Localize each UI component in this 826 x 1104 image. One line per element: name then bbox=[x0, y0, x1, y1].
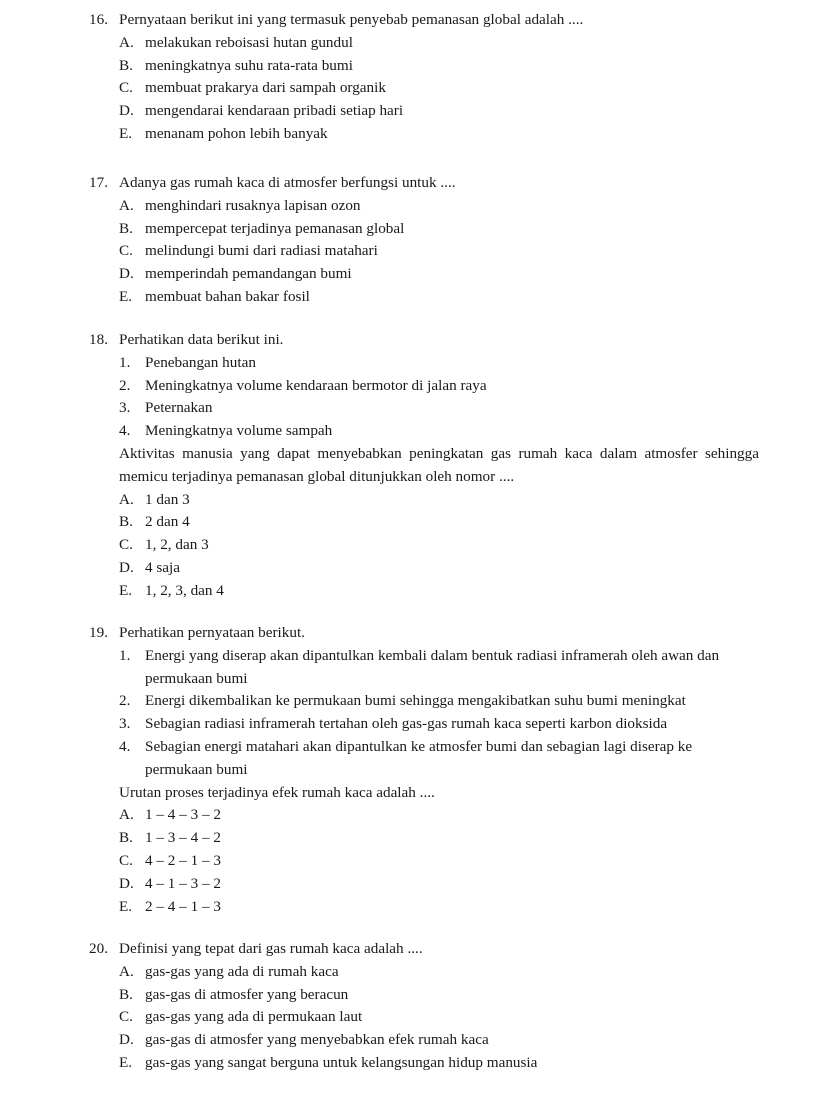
question-text: Definisi yang tepat dari gas rumah kaca adalah .... bbox=[119, 940, 423, 957]
option-e[interactable]: E. gas-gas yang sangat berguna untuk kelangsungan hidup manusia bbox=[119, 1053, 538, 1071]
question-text: Perhatikan data berikut ini. bbox=[119, 331, 284, 348]
question-16 bbox=[0, 9, 826, 146]
question-text: Pernyataan berikut ini yang termasuk penyebab pemanasan global adalah .... bbox=[119, 11, 584, 28]
option-d[interactable]: D. memperindah pemandangan bumi bbox=[119, 265, 352, 283]
option-d[interactable]: D. gas-gas di atmosfer yang menyebabkan efek rumah kaca bbox=[119, 1031, 489, 1049]
question-number: 19. bbox=[89, 624, 108, 641]
question-number: 20. bbox=[89, 940, 108, 957]
option-a[interactable]: A. 1 dan 3 bbox=[119, 490, 190, 508]
question-stem: Aktivitas manusia yang dapat menyebabkan peningkatan gas rumah kaca dalam atmosfer sehingga memicu terjadinya pemanasan global ditunjukkan oleh nomor .... bbox=[119, 444, 759, 485]
list-item: 1. Penebangan hutan bbox=[119, 353, 256, 371]
question-19 bbox=[0, 622, 826, 918]
option-e[interactable]: E. 1, 2, 3, dan 4 bbox=[119, 581, 224, 599]
question-text: Perhatikan pernyataan berikut. bbox=[119, 624, 305, 641]
question-number: 16. bbox=[89, 11, 108, 28]
option-c[interactable]: C. 4 – 2 – 1 – 3 bbox=[119, 851, 221, 869]
list-item: 4. Meningkatnya volume sampah bbox=[119, 422, 333, 440]
option-d[interactable]: D. 4 – 1 – 3 – 2 bbox=[119, 874, 221, 892]
option-e[interactable]: E. 2 – 4 – 1 – 3 bbox=[119, 897, 221, 915]
option-c[interactable]: C. melindungi bumi dari radiasi matahari bbox=[119, 242, 378, 260]
option-d[interactable]: D. mengendarai kendaraan pribadi setiap hari bbox=[119, 102, 404, 120]
option-e[interactable]: E. membuat bahan bakar fosil bbox=[119, 287, 310, 305]
list-item: 1. Energi yang diserap akan dipantulkan kembali dalam bentuk radiasi inframerah oleh awan dan permukaan bumi bbox=[119, 646, 720, 687]
list-item: 3. Peternakan bbox=[119, 399, 213, 417]
option-b[interactable]: B. 2 dan 4 bbox=[119, 513, 190, 531]
option-c[interactable]: C. 1, 2, dan 3 bbox=[119, 536, 209, 554]
option-c[interactable]: C. gas-gas yang ada di permukaan laut bbox=[119, 1008, 363, 1026]
question-number: 18. bbox=[89, 331, 108, 348]
option-b[interactable]: B. meningkatnya suhu rata-rata bumi bbox=[119, 56, 353, 74]
option-a[interactable]: A. gas-gas yang ada di rumah kaca bbox=[119, 962, 339, 980]
option-b[interactable]: B. 1 – 3 – 4 – 2 bbox=[119, 829, 221, 847]
option-a[interactable]: A. menghindari rusaknya lapisan ozon bbox=[119, 196, 361, 214]
list-item: 4. Sebagian energi matahari akan dipantulkan ke atmosfer bumi dan sebagian lagi diserap ke permukaan bumi bbox=[119, 737, 693, 778]
option-b[interactable]: B. mempercepat terjadinya pemanasan global bbox=[119, 219, 405, 237]
option-c[interactable]: C. membuat prakarya dari sampah organik bbox=[119, 79, 386, 97]
question-20 bbox=[0, 938, 826, 1075]
question-text: Adanya gas rumah kaca di atmosfer berfungsi untuk .... bbox=[119, 174, 456, 191]
option-e[interactable]: E. menanam pohon lebih banyak bbox=[119, 124, 328, 142]
question-17 bbox=[0, 172, 826, 309]
question-number: 17. bbox=[89, 174, 108, 191]
list-item: 2. Energi dikembalikan ke permukaan bumi sehingga mengakibatkan suhu bumi meningkat bbox=[119, 692, 686, 710]
question-stem: Urutan proses terjadinya efek rumah kaca adalah .... bbox=[119, 783, 435, 801]
list-item: 3. Sebagian radiasi inframerah tertahan oleh gas-gas rumah kaca seperti karbon dioksida bbox=[119, 715, 668, 733]
option-a[interactable]: A. 1 – 4 – 3 – 2 bbox=[119, 806, 221, 824]
option-a[interactable]: A. melakukan reboisasi hutan gundul bbox=[119, 33, 353, 51]
question-18 bbox=[0, 329, 826, 603]
option-d[interactable]: D. 4 saja bbox=[119, 558, 181, 576]
option-b[interactable]: B. gas-gas di atmosfer yang beracun bbox=[119, 985, 349, 1003]
list-item: 2. Meningkatnya volume kendaraan bermotor di jalan raya bbox=[119, 376, 487, 394]
